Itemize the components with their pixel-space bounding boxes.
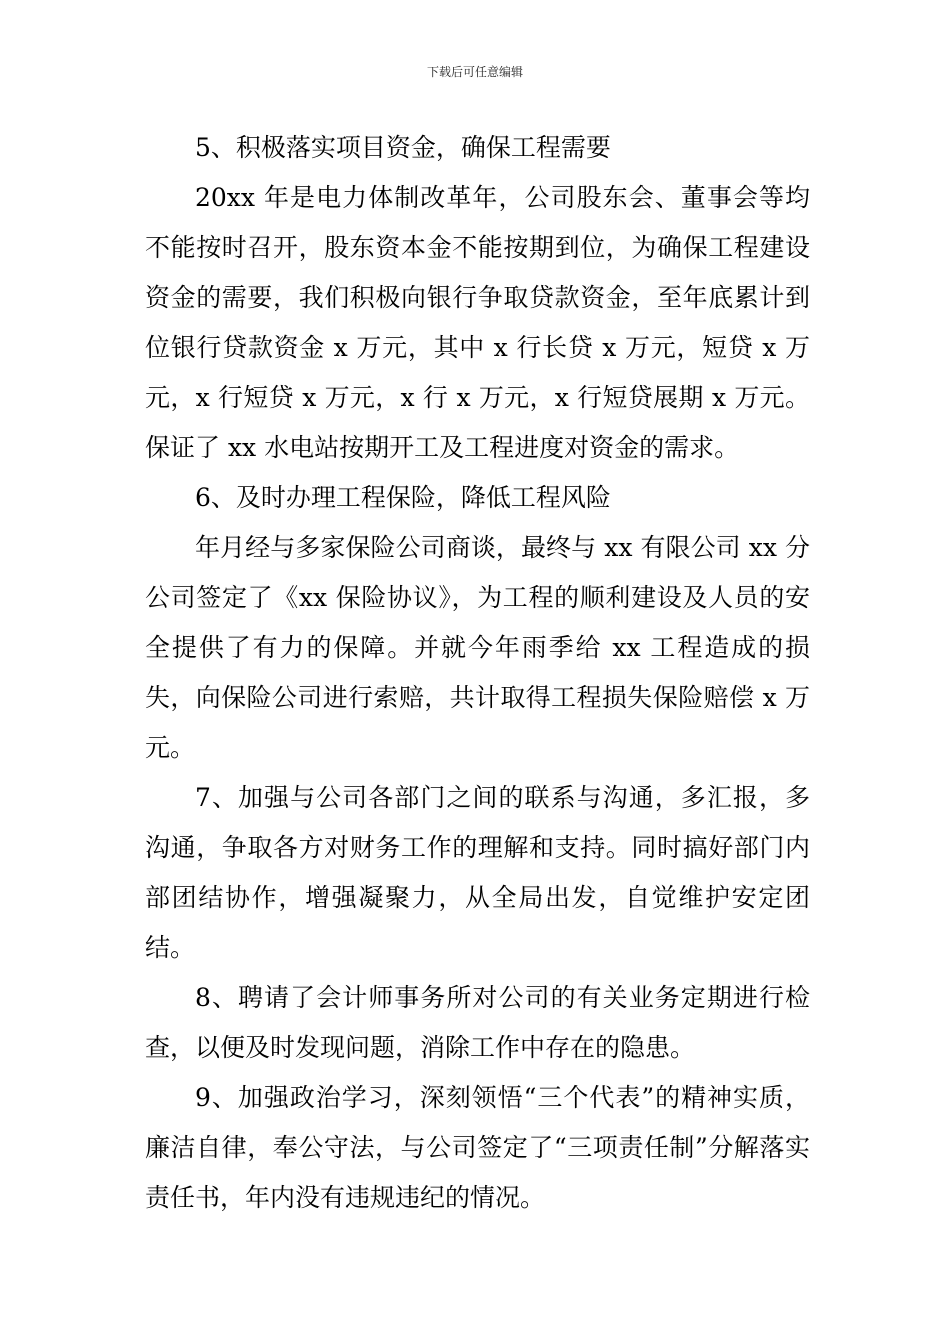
paragraph-funding: 20xx 年是电力体制改革年，公司股东会、董事会等均不能按时召开，股东资本金不能按期到位，为确保工程建设资金的需要，我们积极向银行争取贷款资金，至年底累计到位银行贷款资金 x 万元，其中 x 行长贷 x 万元，短贷 x 万元，x 行短贷 x 万元，x 行 x 万元，x 行短贷展期 x 万元。保证了 xx 水电站按期开工及工程进度对资金的需求。 <box>145 183 810 462</box>
section-heading-5: 5、积极落实项目资金，确保工程需要 <box>195 133 611 162</box>
paragraph-item-7: 7、加强与公司各部门之间的联系与沟通，多汇报，多沟通，争取各方对财务工作的理解和支持。同时搞好部门内部团结协作，增强凝聚力，从全局出发，自觉维护安定团结。 <box>145 783 810 962</box>
section-heading-6: 6、及时办理工程保险，降低工程风险 <box>195 483 611 512</box>
paragraph-item-9: 9、加强政治学习，深刻领悟“三个代表”的精神实质，廉洁自律，奉公守法，与公司签定了“三项责任制”分解落实责任书，年内没有违规违纪的情况。 <box>145 1083 810 1212</box>
paragraph-insurance: 年月经与多家保险公司商谈，最终与 xx 有限公司 xx 分公司签定了《xx 保险协议》，为工程的顺利建设及人员的安全提供了有力的保障。并就今年雨季给 xx 工程造成的损失，向保险公司进行索赔，共计取得工程损失保险赔偿 x 万元。 <box>145 533 810 762</box>
document-body <box>145 123 810 1223</box>
paragraph-item-8: 8、聘请了会计师事务所对公司的有关业务定期进行检查，以便及时发现问题，消除工作中存在的隐患。 <box>145 983 810 1062</box>
page-header: 下载后可任意编辑 <box>426 65 523 79</box>
